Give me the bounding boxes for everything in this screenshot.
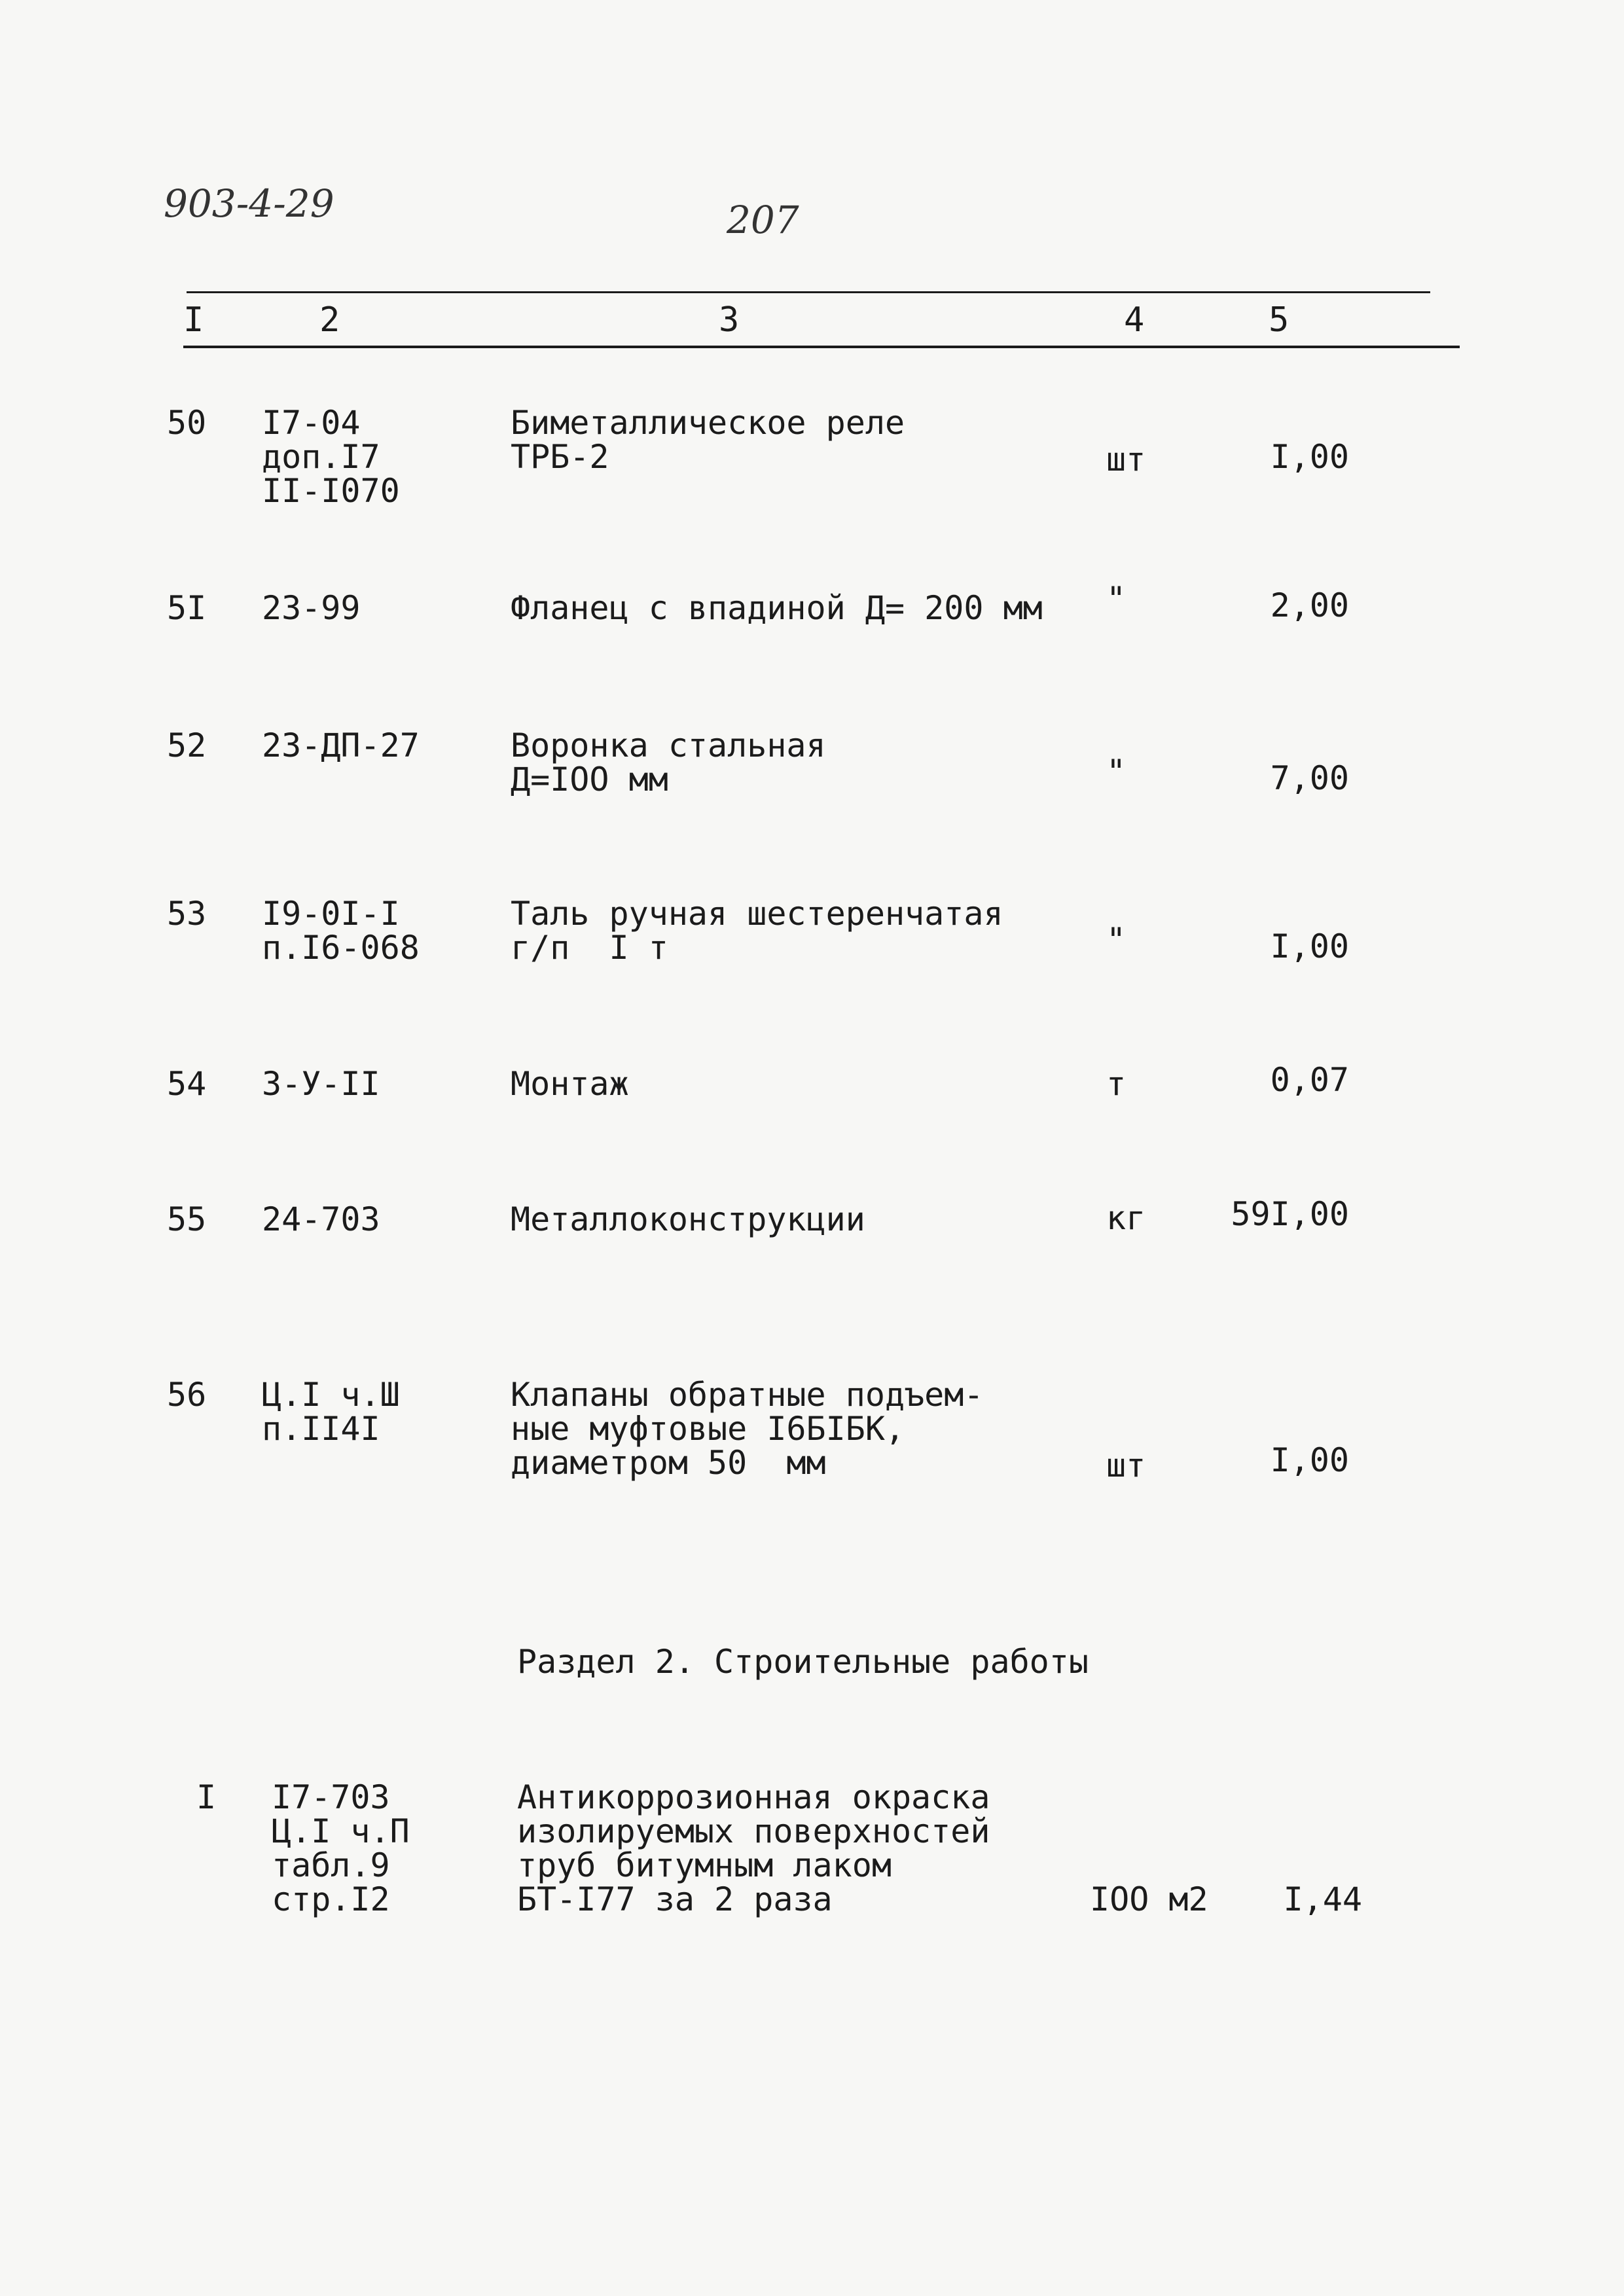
row-quantity: 0,07 <box>1270 1061 1349 1099</box>
column-number-2: 2 <box>319 300 340 340</box>
row-unit: " <box>1106 580 1127 618</box>
row-quantity: I,00 <box>1270 1441 1349 1479</box>
row-number: 50 <box>167 404 207 442</box>
page-number: 207 <box>727 198 799 242</box>
row-number: I <box>196 1778 217 1816</box>
row-number: 53 <box>167 895 207 933</box>
row-unit: шт <box>1106 440 1146 478</box>
row-unit: " <box>1106 921 1127 959</box>
row-quantity: I,44 <box>1283 1880 1362 1918</box>
row-unit: шт <box>1106 1446 1146 1484</box>
column-number-5: 5 <box>1269 300 1290 340</box>
table-header-rule <box>183 346 1460 348</box>
row-name: Клапаны обратные подъем- ные муфтовые I6БIБК, диаметром 50 мм <box>511 1376 984 1482</box>
row-code: I7-04 доп.I7 II-I070 <box>262 404 400 510</box>
row-name: Воронка стальная Д=IOO мм <box>511 726 826 798</box>
row-number: 52 <box>167 726 207 764</box>
row-code: 24-703 <box>262 1200 380 1238</box>
section-title: Раздел 2. Строительные работы <box>517 1643 1089 1681</box>
row-unit: " <box>1106 753 1127 791</box>
row-code: Ц.I ч.Ш п.II4I <box>262 1376 400 1448</box>
row-name: Таль ручная шестеренчатая г/п I т <box>511 895 1003 967</box>
document-code: 903-4-29 <box>164 181 334 226</box>
row-code: 3-У-II <box>262 1065 380 1103</box>
column-number-3: 3 <box>719 300 740 340</box>
row-unit: т <box>1106 1065 1127 1103</box>
row-quantity: 2,00 <box>1270 586 1349 624</box>
row-quantity: I,00 <box>1270 927 1349 965</box>
row-quantity: 59I,00 <box>1231 1195 1349 1233</box>
row-code: 23-99 <box>262 589 361 627</box>
row-quantity: 7,00 <box>1270 759 1349 797</box>
row-name: Монтаж <box>511 1065 629 1103</box>
row-name: Металлоконструкции <box>511 1200 865 1238</box>
row-number: 55 <box>167 1200 207 1238</box>
row-unit: кг <box>1106 1199 1146 1237</box>
row-code: I7-703 Ц.I ч.П табл.9 стр.I2 <box>272 1778 410 1918</box>
column-number-4: 4 <box>1124 300 1145 340</box>
row-name: Биметаллическое реле ТРБ-2 <box>511 404 905 476</box>
row-name: Фланец с впадиной Д= 200 мм <box>511 589 1043 627</box>
column-number-1: I <box>183 300 204 340</box>
row-code: I9-0I-I п.I6-068 <box>262 895 420 967</box>
row-code: 23-ДП-27 <box>262 726 420 764</box>
table-top-rule <box>187 291 1430 293</box>
row-number: 56 <box>167 1376 207 1414</box>
row-number: 5I <box>167 589 207 627</box>
row-number: 54 <box>167 1065 207 1103</box>
row-unit: IOO м2 <box>1090 1880 1208 1918</box>
row-quantity: I,00 <box>1270 438 1349 476</box>
row-name: Антикоррозионная окраска изолируемых поверхностей труб битумным лаком БТ-I77 за 2 раза <box>517 1778 990 1918</box>
